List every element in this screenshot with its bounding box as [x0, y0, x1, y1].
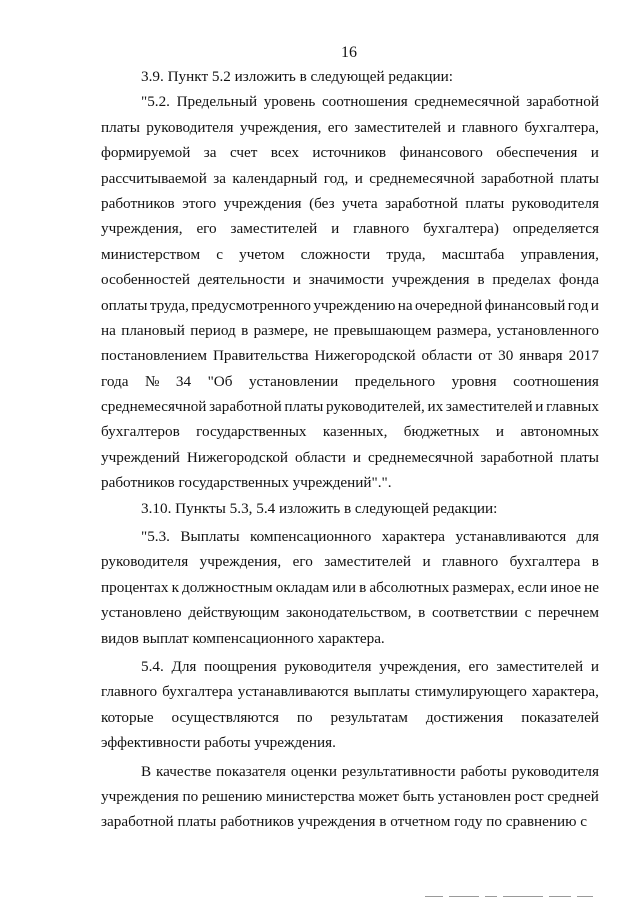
word: оценки — [290, 762, 338, 780]
word: года — [101, 372, 129, 390]
word: в — [477, 271, 485, 289]
word: министерством — [101, 245, 201, 263]
word: их — [427, 398, 444, 416]
word: в — [591, 553, 599, 571]
word: для — [576, 528, 599, 546]
word: в — [359, 578, 367, 596]
word: заместителей — [354, 118, 442, 136]
word: масштаба — [441, 245, 505, 263]
word: осуществляются — [171, 708, 279, 726]
word: (без — [309, 194, 335, 212]
word: перечнем — [538, 604, 599, 622]
word: учреждений — [101, 448, 180, 466]
word: заместителей — [445, 398, 533, 416]
word: работников — [101, 194, 175, 212]
word: области — [295, 448, 346, 466]
word: министерства — [266, 787, 355, 805]
word: заработной — [385, 194, 458, 212]
text-line: видов выплат компенсационного характера. — [101, 629, 385, 647]
word: учреждения, — [101, 220, 183, 238]
word: заработной — [526, 93, 599, 111]
word: платы — [284, 398, 324, 416]
text-line — [101, 654, 599, 679]
word: календарный — [232, 169, 318, 187]
word: главных — [546, 398, 599, 416]
text-line — [101, 445, 599, 470]
text-line — [101, 267, 599, 292]
instruction-3-9 — [101, 64, 599, 89]
text-line — [101, 343, 599, 368]
word: уровня — [451, 372, 497, 390]
text-line: работников государственных учреждений".". — [101, 474, 392, 492]
word: области — [421, 347, 473, 365]
word: не — [313, 321, 329, 339]
word: действующим — [188, 604, 280, 622]
word: учреждения — [101, 787, 179, 805]
word: размерах, — [452, 578, 515, 596]
word: В — [141, 762, 152, 780]
word: период — [190, 321, 236, 339]
word: Правительства — [212, 347, 309, 365]
word: соотношения — [321, 93, 408, 111]
word: и — [535, 398, 544, 416]
word: с — [216, 245, 223, 263]
word: казенных, — [322, 423, 388, 441]
word: формируемой — [101, 144, 191, 162]
text-line — [101, 369, 599, 394]
text-line — [101, 216, 599, 241]
word: в — [418, 604, 426, 622]
word: учета — [342, 194, 378, 212]
word: бухгалтера — [162, 683, 233, 701]
word: соответствии — [432, 604, 518, 622]
word: год — [567, 296, 589, 314]
word: его — [327, 118, 348, 136]
word: соотношения — [513, 372, 599, 390]
word: главного — [461, 118, 519, 136]
word: решению — [201, 787, 263, 805]
word: бухгалтеров — [101, 423, 180, 441]
instruction-3-10 — [101, 496, 599, 521]
word: устанавливаются — [455, 528, 567, 546]
word: бюджетных — [403, 423, 480, 441]
word: бухгалтера — [509, 553, 581, 571]
word: должностным — [182, 578, 273, 596]
word: его — [292, 553, 313, 571]
word: и — [354, 169, 363, 187]
word: может — [358, 787, 399, 805]
text-line — [101, 89, 599, 114]
word: заместителей — [230, 220, 318, 238]
word: заместителей — [324, 553, 412, 571]
word: с — [524, 604, 532, 622]
text-line — [101, 549, 599, 574]
word: установлено — [101, 604, 182, 622]
word: 5.4. — [141, 657, 164, 675]
word: Нижегородской — [186, 448, 289, 466]
word: главного — [442, 553, 499, 571]
word: платы — [560, 448, 599, 466]
word: абсолютных — [369, 578, 450, 596]
word: руководителя — [284, 657, 372, 675]
word: заработной — [481, 169, 554, 187]
word: средней — [547, 787, 599, 805]
paragraph-performance-indicator — [101, 759, 599, 835]
word: платы — [560, 169, 599, 187]
word: по — [182, 787, 199, 805]
word: и — [590, 657, 599, 675]
word: определяется — [512, 220, 599, 238]
word: его — [468, 657, 489, 675]
word: руководителя — [511, 762, 599, 780]
word: рассчитываемой — [101, 169, 207, 187]
word: финансового — [399, 144, 483, 162]
word: очередной — [414, 296, 483, 314]
text-line — [101, 242, 599, 267]
word: и — [292, 271, 301, 289]
word: финансовый — [484, 296, 566, 314]
word: труда, — [149, 296, 189, 314]
document-body — [101, 64, 599, 835]
word: бухгалтера) — [423, 220, 499, 238]
word: сложности — [300, 245, 371, 263]
word: в — [241, 321, 249, 339]
word: по — [296, 708, 313, 726]
text-line — [101, 600, 599, 625]
word: заработной — [480, 448, 554, 466]
word: и — [331, 220, 340, 238]
word: выплаты — [353, 683, 410, 701]
word: пределах — [492, 271, 552, 289]
word: быть — [402, 787, 435, 805]
word: деятельности — [197, 271, 285, 289]
word: за — [203, 144, 217, 162]
word: установлен — [437, 787, 511, 805]
word: его — [196, 220, 217, 238]
word: результатам — [330, 708, 408, 726]
word: заместителей — [496, 657, 584, 675]
word: учреждения, — [199, 553, 282, 571]
word: год, — [323, 169, 349, 187]
word: показателя — [216, 762, 287, 780]
word: учетом — [239, 245, 285, 263]
text-line: эффективности работы учреждения. — [101, 734, 336, 752]
word: главного — [101, 683, 158, 701]
word: на — [397, 296, 413, 314]
text-line: заработной платы работников учреждения в отчетном году по сравнению с — [101, 813, 588, 831]
word: размера, — [436, 321, 492, 339]
word: счет — [229, 144, 258, 162]
text-line — [101, 293, 599, 318]
word: руководителя — [511, 194, 599, 212]
word: "Об — [207, 372, 233, 390]
word: устанавливаются — [237, 683, 349, 701]
text-line — [101, 705, 599, 730]
word: размере, — [253, 321, 309, 339]
word: стимулирующего — [414, 683, 527, 701]
word: рост — [514, 787, 544, 805]
text-line — [101, 115, 599, 140]
word: руководителя — [146, 118, 234, 136]
word: государственных — [196, 423, 307, 441]
word: не — [584, 578, 599, 596]
word: плановый — [121, 321, 185, 339]
word: законодательством, — [286, 604, 412, 622]
word: и — [590, 144, 599, 162]
text-line — [101, 575, 599, 600]
word: учреждения — [223, 194, 302, 212]
word: среднемесячной — [101, 398, 207, 416]
word: главного — [353, 220, 410, 238]
word: 34 — [175, 372, 192, 390]
text-line: 3.10. Пункты 5.3, 5.4 изложить в следующей редакции: — [141, 499, 498, 517]
word: постановлением — [101, 347, 208, 365]
word: качестве — [156, 762, 212, 780]
word: среднемесячной — [414, 93, 520, 111]
word: или — [332, 578, 357, 596]
word: руководителей, — [325, 398, 425, 416]
word: предельного — [354, 372, 436, 390]
word: и — [590, 296, 599, 314]
word: характера, — [531, 683, 599, 701]
word: достижения — [425, 708, 504, 726]
word: результативности — [341, 762, 456, 780]
text-line — [101, 394, 599, 419]
word: обеспечения — [496, 144, 578, 162]
word: учреждения — [391, 271, 470, 289]
word: установлении — [248, 372, 339, 390]
clause-5-3 — [101, 524, 599, 651]
word: платы — [101, 118, 140, 136]
text-line — [101, 166, 599, 191]
word: Нижегородской — [314, 347, 416, 365]
word: Предельный — [176, 93, 258, 111]
word: автономных — [520, 423, 599, 441]
word: платы — [465, 194, 505, 212]
word: учреждению — [313, 296, 396, 314]
text-line — [101, 419, 599, 444]
word: всех — [270, 144, 299, 162]
text-line — [101, 140, 599, 165]
word: превышающем — [333, 321, 432, 339]
word: поощрения — [204, 657, 277, 675]
text-line — [101, 524, 599, 549]
word: за — [213, 169, 227, 187]
word: среднемесячной — [369, 169, 475, 187]
text-line: 3.9. Пункт 5.2 изложить в следующей редакции: — [141, 68, 454, 85]
word: оплаты — [101, 296, 148, 314]
text-line — [101, 191, 599, 216]
page-number: 16 — [341, 44, 357, 61]
word: 2017 — [568, 347, 599, 365]
word: управления, — [520, 245, 599, 263]
scan-artifact — [425, 893, 625, 899]
word: работы — [460, 762, 507, 780]
word: которые — [101, 708, 154, 726]
word: компенсационного — [249, 528, 372, 546]
word: "5.3. — [141, 528, 170, 546]
word: особенностей — [101, 271, 191, 289]
word: "5.2. — [141, 93, 170, 111]
text-line — [101, 318, 599, 343]
word: окладам — [275, 578, 330, 596]
word: значимости — [308, 271, 384, 289]
text-line — [101, 784, 599, 809]
word: бухгалтера, — [524, 118, 599, 136]
word: к — [171, 578, 179, 596]
word: Для — [171, 657, 197, 675]
word: учреждения, — [379, 657, 461, 675]
word: если — [517, 578, 548, 596]
word: характера — [381, 528, 446, 546]
text-line — [101, 759, 599, 784]
word: Выплаты — [180, 528, 240, 546]
word: установленного — [496, 321, 599, 339]
word: на — [101, 321, 116, 339]
text-line — [101, 679, 599, 704]
word: показателей — [521, 708, 599, 726]
word: 30 — [498, 347, 514, 365]
word: фонда — [558, 271, 599, 289]
word: заработной — [209, 398, 282, 416]
word: иное — [550, 578, 582, 596]
word: источников — [312, 144, 387, 162]
word: труда, — [386, 245, 426, 263]
word: и — [447, 118, 456, 136]
word: этого — [182, 194, 217, 212]
word: № — [144, 372, 160, 390]
clause-5-4 — [101, 654, 599, 756]
word: предусмотренного — [191, 296, 312, 314]
word: учреждения, — [239, 118, 322, 136]
word: и — [422, 553, 431, 571]
word: от — [478, 347, 493, 365]
word: января — [519, 347, 563, 365]
word: и — [495, 423, 504, 441]
word: и — [352, 448, 361, 466]
word: руководителя — [101, 553, 189, 571]
word: процентах — [101, 578, 169, 596]
word: среднемесячной — [367, 448, 474, 466]
word: уровень — [263, 93, 316, 111]
clause-5-2 — [101, 89, 599, 495]
